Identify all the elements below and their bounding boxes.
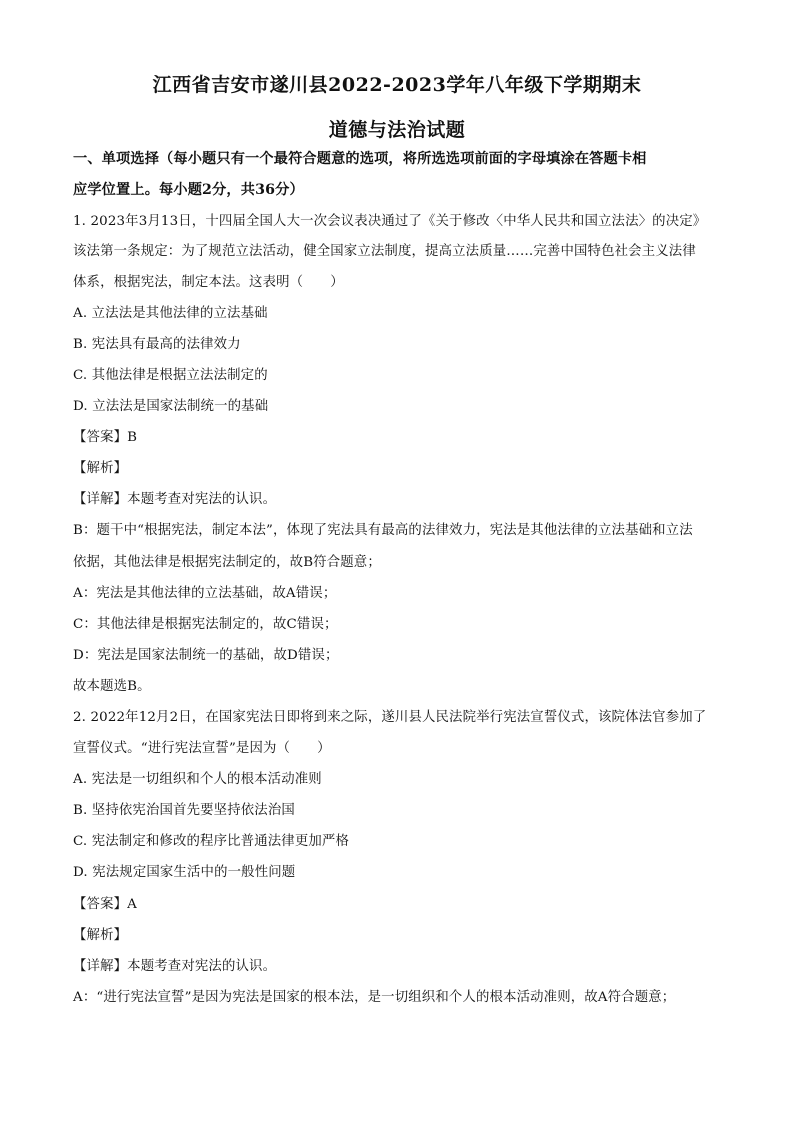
document-subtitle: 道德与法治试题	[328, 119, 466, 141]
option-d: D. 宪法规定国家生活中的一般性问题	[73, 865, 296, 880]
question-stem-line: 2. 2022年12月2日，在国家宪法日即将到来之际，遂川县人民法院举行宪法宣誓仪式，该院体法官参加了	[73, 710, 707, 725]
detail-line: 【详解】本题考查对宪法的认识。	[73, 959, 277, 974]
question-stem-line: 1. 2023年3月13日，十四届全国人大一次会议表决通过了《关于修改〈中华人民共和国立法法〉的决定》	[73, 214, 707, 229]
answer-label: 【答案】A	[73, 897, 137, 912]
detail-line: D：宪法是国家法制统一的基础，故D错误；	[73, 648, 339, 663]
question-stem-line: 体系，根据宪法，制定本法。这表明（ ）	[73, 275, 344, 290]
question-stem-line: 该法第一条规定：为了规范立法活动，健全国家立法制度，提高立法质量……完善中国特色社会主义法律	[73, 244, 696, 259]
detail-line: 【详解】本题考查对宪法的认识。	[73, 492, 277, 507]
option-b: B. 坚持依宪治国首先要坚持依法治国	[73, 803, 295, 818]
detail-line: 故本题选B。	[73, 679, 151, 694]
detail-line: 依据，其他法律是根据宪法制定的，故B符合题意；	[73, 555, 381, 570]
option-a: A. 宪法是一切组织和个人的根本活动准则	[73, 772, 322, 787]
detail-line: A：宪法是其他法律的立法基础，故A错误；	[73, 586, 337, 601]
option-c: C. 宪法制定和修改的程序比普通法律更加严格	[73, 834, 350, 849]
section-heading-continued: 应学位置上。每小题2分，共36分）	[73, 182, 304, 198]
detail-line: C：其他法律是根据宪法制定的，故C错误；	[73, 617, 338, 632]
analysis-label: 【解析】	[73, 928, 128, 943]
option-a: A. 立法法是其他法律的立法基础	[73, 306, 268, 321]
document-title: 江西省吉安市遂川县2022-2023学年八年级下学期期末	[152, 74, 642, 96]
detail-line: B：题干中“根据宪法，制定本法”，体现了宪法具有最高的法律效力，宪法是其他法律的立法基础和立法	[73, 523, 693, 538]
section-heading: 一、单项选择（每小题只有一个最符合题意的选项，将所选选项前面的字母填涂在答题卡相	[73, 151, 647, 167]
option-d: D. 立法法是国家法制统一的基础	[73, 399, 269, 414]
detail-line: A：“进行宪法宣誓”是因为宪法是国家的根本法，是一切组织和个人的根本活动准则，故A符合题意；	[73, 990, 676, 1005]
answer-label: 【答案】B	[73, 430, 138, 445]
question-stem-line: 宣誓仪式。“进行宪法宣誓”是因为（ ）	[73, 741, 331, 756]
option-c: C. 其他法律是根据立法法制定的	[73, 368, 268, 383]
option-b: B. 宪法具有最高的法律效力	[73, 337, 241, 352]
analysis-label: 【解析】	[73, 461, 128, 476]
